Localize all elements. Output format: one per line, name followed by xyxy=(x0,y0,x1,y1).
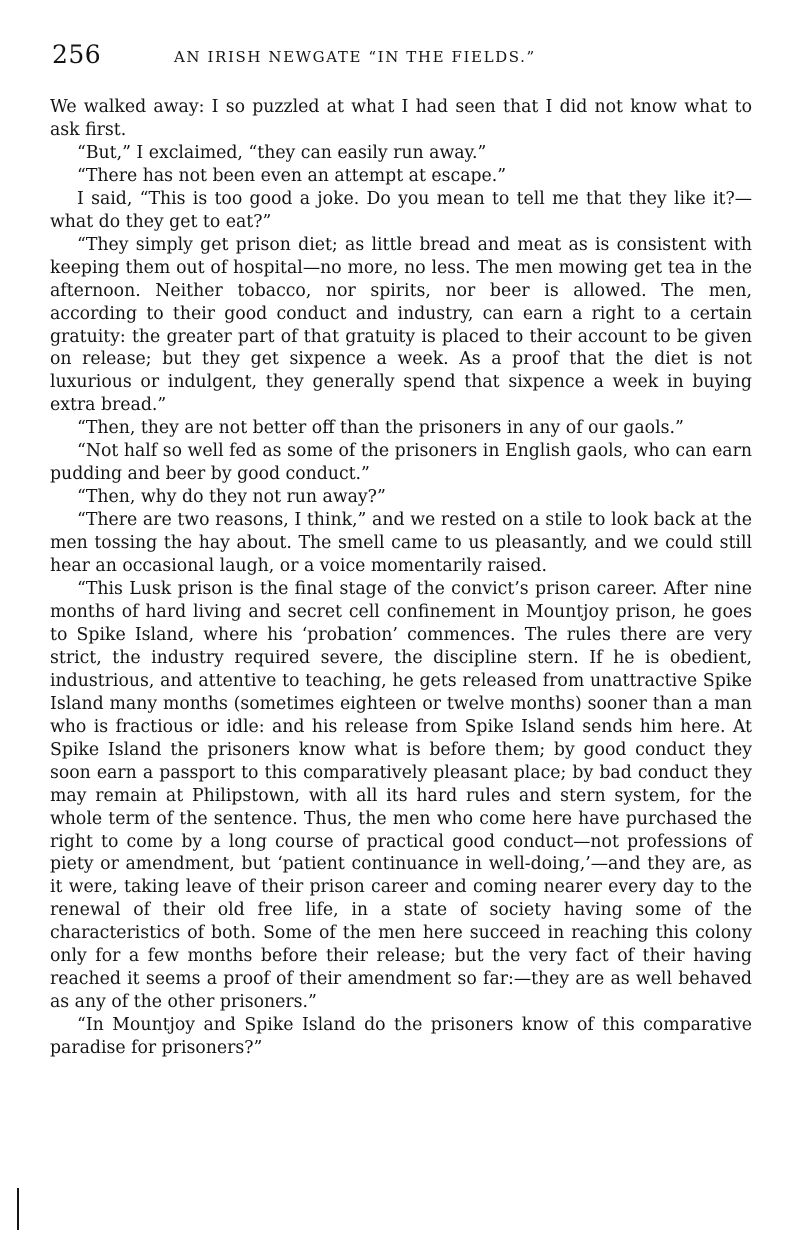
paragraph: “But,” I exclaimed, “they can easily run away.” xyxy=(77,142,487,163)
paragraph: “This Lusk prison is the final stage of the convict’s prison career. After nine months of hard living and secret cell confinement in Mountjoy prison, he goes to Spike Island, where his ‘probation’ commences. The rules there are very strict, the industry required severe, the discipline stern. If he is obedient, industrious, and attentive to teaching, he gets released from unattractive Spike Island many months (sometimes eighteen or twelve months) sooner than a man who is fractious or idle: and his release from Spike Island sends him here. At Spike Island the prisoners know what is before them; by good conduct they soon earn a passport to this comparatively pleasant place; by bad conduct they may remain at Philipstown, with all its hard rules and stern system, for the whole term of the sentence. Thus, the men who come here have purchased the right to come by a long course of practical good conduct—not professions of piety or amendment, but ‘patient continuance in well-doing,’—and they are, as it were, taking leave of their prison career and coming nearer every day to the renewal of their old free life, in a state of society having some of the characteristics of both. Some of the men here succeed in reaching this colony only for a few months before their release; but the very fact of their having reached it seems a proof of their amendment so far:—they are as well behaved as any of the other prisoners.” xyxy=(50,579,752,1013)
paragraph: “They simply get prison diet; as little bread and meat as is consistent with keeping them out of hospital—no more, no less. The men mowing get tea in the afternoon. Neither tobacco, nor spirits, nor beer is allowed. The men, according to their good conduct and industry, can earn a right to a certain gratuity: the greater part of that gratuity is placed to their account to be given on release; but they get sixpence a week. As a proof that the diet is not luxurious or indulgent, they generally spend that sixpence a week in buying extra bread.” xyxy=(50,234,752,416)
body-text xyxy=(50,96,752,1060)
paragraph: “In Mountjoy and Spike Island do the prisoners know of this comparative paradise for prisoners?” xyxy=(50,1015,752,1059)
paragraph: “Then, why do they not run away?” xyxy=(77,487,386,508)
margin-rule xyxy=(17,1188,19,1230)
paragraph: I said, “This is too good a joke. Do you mean to tell me that they like it?—what do they get to eat?” xyxy=(50,188,752,232)
page-header xyxy=(52,40,752,70)
paragraph: “There are two reasons, I think,” and we rested on a stile to look back at the men tossing the hay about. The smell came to us pleasantly, and we could still hear an occasional laugh, or a voice momentarily raised. xyxy=(50,510,752,577)
paragraph: We walked away: I so puzzled at what I had seen that I did not know what to ask first. xyxy=(50,97,752,140)
page-number: 256 xyxy=(52,40,102,69)
paragraph: “There has not been even an attempt at escape.” xyxy=(77,165,507,186)
paragraph: “Then, they are not better off than the prisoners in any of our gaols.” xyxy=(77,418,684,439)
running-title: AN IRISH NEWGATE “IN THE FIELDS.” xyxy=(174,48,536,66)
paragraph: “Not half so well fed as some of the prisoners in English gaols, who can earn pudding and beer by good conduct.” xyxy=(50,441,752,485)
